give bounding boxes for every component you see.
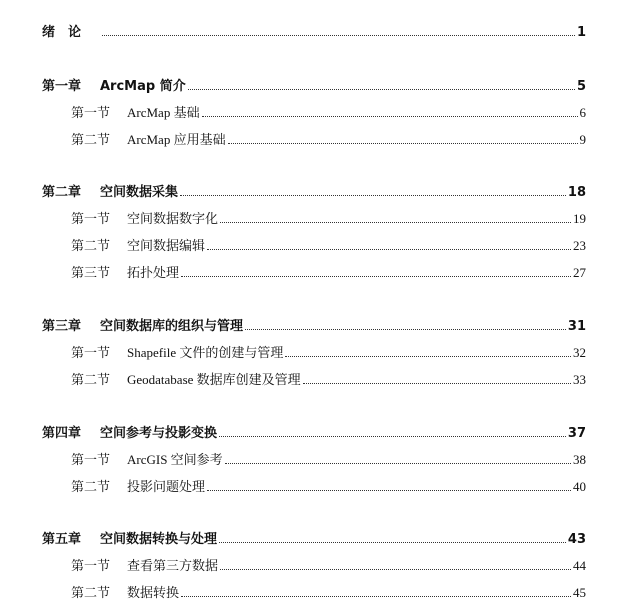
entry-title: 空间数据库的组织与管理 bbox=[100, 319, 244, 334]
dot-leader bbox=[180, 194, 566, 196]
toc-entry-section-1-1 bbox=[71, 101, 586, 121]
entry-number: 绪 论 bbox=[42, 25, 82, 40]
entry-title: 拓扑处理 bbox=[127, 265, 180, 280]
entry-title: 空间参考与投影变换 bbox=[100, 426, 218, 441]
dot-leader bbox=[219, 541, 566, 543]
entry-title: Shapefile 文件的创建与管理 bbox=[127, 345, 284, 360]
toc-entry-section-3-2 bbox=[71, 368, 586, 388]
entry-number: 第一节 bbox=[71, 452, 111, 467]
dot-leader bbox=[228, 142, 578, 144]
dot-leader bbox=[285, 355, 571, 357]
entry-number: 第二章 bbox=[42, 185, 82, 200]
entry-page: 19 bbox=[573, 211, 586, 226]
entry-title: 空间数据转换与处理 bbox=[100, 532, 218, 547]
entry-page: 9 bbox=[579, 132, 586, 147]
dot-leader bbox=[245, 328, 566, 330]
entry-number: 第一节 bbox=[71, 105, 111, 120]
toc-entry-chapter-2 bbox=[42, 180, 586, 200]
entry-page: 38 bbox=[573, 452, 586, 467]
toc-entry-intro bbox=[42, 20, 586, 40]
entry-page: 5 bbox=[576, 79, 586, 94]
entry-title: 空间数据数字化 bbox=[127, 211, 219, 226]
entry-page: 18 bbox=[567, 185, 586, 200]
entry-number: 第五章 bbox=[42, 532, 82, 547]
entry-number: 第三章 bbox=[42, 319, 82, 334]
entry-number: 第一节 bbox=[71, 345, 111, 360]
entry-number: 第三节 bbox=[71, 265, 111, 280]
toc-entry-section-4-1 bbox=[71, 448, 586, 468]
entry-page: 27 bbox=[573, 265, 586, 280]
dot-leader bbox=[303, 382, 571, 384]
entry-page: 23 bbox=[573, 238, 586, 253]
dot-leader bbox=[207, 248, 571, 250]
toc-entry-section-2-2 bbox=[71, 234, 586, 254]
dot-leader bbox=[188, 88, 575, 90]
entry-page: 44 bbox=[573, 558, 586, 573]
entry-title: ArcGIS 空间参考 bbox=[127, 452, 223, 467]
entry-number: 第一节 bbox=[71, 211, 111, 226]
toc-entry-chapter-5 bbox=[42, 527, 586, 547]
entry-page: 37 bbox=[567, 426, 586, 441]
entry-page: 31 bbox=[567, 319, 586, 334]
dot-leader bbox=[181, 595, 571, 597]
toc-entry-chapter-1 bbox=[42, 74, 586, 94]
toc-entry-section-3-1 bbox=[71, 341, 586, 361]
entry-page: 32 bbox=[573, 345, 586, 360]
entry-page: 45 bbox=[573, 585, 586, 600]
dot-leader bbox=[225, 462, 571, 464]
toc-entry-section-5-1 bbox=[71, 554, 586, 574]
entry-number: 第四章 bbox=[42, 426, 82, 441]
entry-title: ArcMap 简介 bbox=[100, 79, 186, 94]
dot-leader bbox=[220, 568, 571, 570]
entry-page: 33 bbox=[573, 372, 586, 387]
entry-page: 40 bbox=[573, 479, 586, 494]
toc-entry-chapter-4 bbox=[42, 421, 586, 441]
toc-entry-section-4-2 bbox=[71, 475, 586, 495]
entry-number: 第二节 bbox=[71, 372, 111, 387]
entry-number: 第一节 bbox=[71, 558, 111, 573]
toc-entry-section-2-3 bbox=[71, 261, 586, 281]
entry-page: 6 bbox=[579, 105, 586, 120]
entry-title: 空间数据编辑 bbox=[127, 238, 206, 253]
toc-entry-chapter-3 bbox=[42, 314, 586, 334]
toc-entry-section-5-2 bbox=[71, 581, 586, 601]
entry-title: 空间数据采集 bbox=[100, 185, 179, 200]
entry-number: 第二节 bbox=[71, 132, 111, 147]
entry-title: 数据转换 bbox=[127, 585, 180, 600]
entry-page: 43 bbox=[567, 532, 586, 547]
entry-number: 第二节 bbox=[71, 479, 111, 494]
dot-leader bbox=[202, 115, 578, 117]
dot-leader bbox=[219, 435, 566, 437]
entry-number: 第二节 bbox=[71, 238, 111, 253]
toc-entry-section-2-1 bbox=[71, 207, 586, 227]
entry-title: ArcMap 基础 bbox=[127, 105, 200, 120]
entry-number: 第二节 bbox=[71, 585, 111, 600]
dot-leader bbox=[220, 221, 571, 223]
entry-title: 投影问题处理 bbox=[127, 479, 206, 494]
entry-title: ArcMap 应用基础 bbox=[127, 132, 226, 147]
dot-leader bbox=[102, 34, 575, 36]
toc-entry-section-1-2 bbox=[71, 128, 586, 148]
dot-leader bbox=[207, 489, 571, 491]
entry-number: 第一章 bbox=[42, 79, 82, 94]
entry-title: 查看第三方数据 bbox=[127, 558, 219, 573]
entry-title: Geodatabase 数据库创建及管理 bbox=[127, 372, 301, 387]
entry-page: 1 bbox=[576, 25, 586, 40]
dot-leader bbox=[181, 275, 571, 277]
